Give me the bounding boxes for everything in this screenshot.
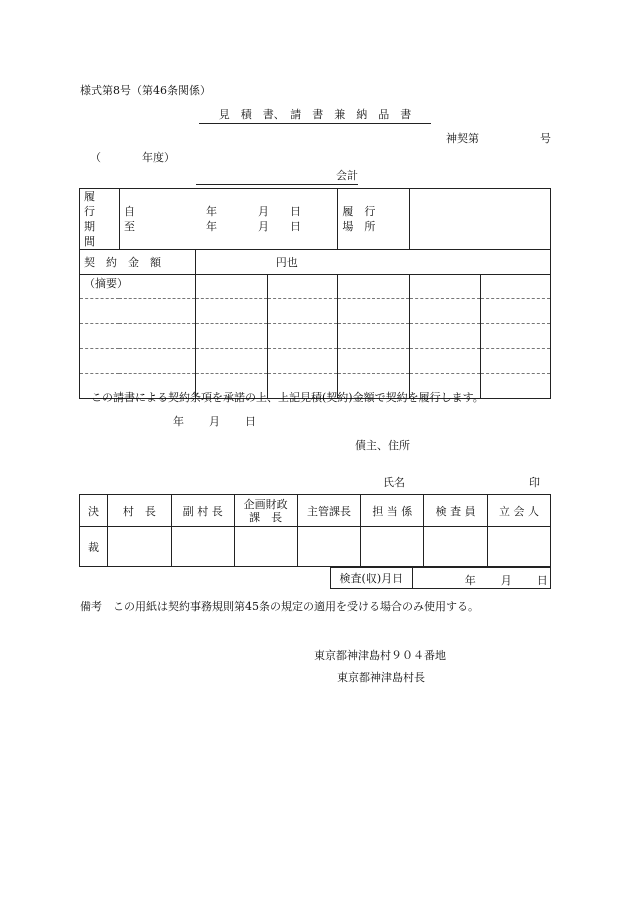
place-value[interactable] <box>410 189 551 250</box>
name-label: 氏名 <box>383 476 405 489</box>
approval-header: 担 当 係 <box>361 495 424 527</box>
period-to-month: 月 <box>257 220 269 233</box>
period-from: 自 <box>123 205 135 218</box>
summary-cell[interactable] <box>481 374 551 399</box>
form-number: 様式第8号（第46条関係） <box>80 84 211 97</box>
summary-cell[interactable] <box>338 324 410 349</box>
account-line <box>196 167 358 185</box>
approval-seal-cell[interactable] <box>488 527 551 567</box>
period-dates <box>119 189 337 250</box>
approval-seal-cell[interactable] <box>361 527 424 567</box>
amount-unit: 円也 <box>275 256 298 269</box>
approval-table <box>79 494 551 567</box>
pledge-date-month: 月 <box>209 415 220 428</box>
contract-number-prefix: 神契第 <box>446 132 479 145</box>
summary-cell[interactable] <box>80 349 196 374</box>
period-to-day: 日 <box>289 220 301 233</box>
summary-cell[interactable] <box>481 275 551 299</box>
summary-cell[interactable] <box>267 324 338 349</box>
approval-seal-cell[interactable] <box>234 527 297 567</box>
summary-cell[interactable] <box>195 299 267 324</box>
pledge-date-year: 年 <box>173 415 184 428</box>
period-from-year: 年 <box>205 205 217 218</box>
name-line <box>383 474 540 490</box>
approval-header-line-2: 課 長 <box>249 510 283 524</box>
summary-cell[interactable] <box>338 299 410 324</box>
summary-cell[interactable] <box>410 324 481 349</box>
approval-seal-cell[interactable] <box>171 527 234 567</box>
inspection-label: 検査(収)月日 <box>331 568 413 589</box>
summary-cell[interactable] <box>195 324 267 349</box>
inspection-month: 月 <box>500 574 512 587</box>
summary-cell[interactable] <box>481 299 551 324</box>
approval-seal-cell[interactable] <box>424 527 488 567</box>
approval-header-line-1: 企画財政 <box>243 497 288 511</box>
summary-cell[interactable] <box>338 349 410 374</box>
summary-cell[interactable] <box>195 349 267 374</box>
approval-header: 村 長 <box>107 495 171 527</box>
seal-mark: 印 <box>529 476 540 489</box>
inspection-table <box>330 567 551 589</box>
account-label: 会計 <box>336 169 358 182</box>
summary-cell[interactable] <box>410 275 481 299</box>
period-to-year: 年 <box>205 220 217 233</box>
remarks-text: 備考 この用紙は契約事務規則第45条の規定の適用を受ける場合のみ使用する。 <box>80 600 479 613</box>
inspection-year: 年 <box>464 574 476 587</box>
summary-cell[interactable] <box>267 275 338 299</box>
summary-cell[interactable] <box>481 324 551 349</box>
issuer-address: 東京都神津島村９０４番地 <box>314 649 446 662</box>
fiscal-year <box>90 149 175 165</box>
summary-cell[interactable] <box>195 275 267 299</box>
document-title: 見 積 書、 請 書 兼 納 品 書 <box>199 106 431 124</box>
pledge-date <box>173 413 256 429</box>
period-label-1: 履 行 <box>84 190 106 218</box>
summary-cell[interactable] <box>80 299 196 324</box>
approval-header <box>234 495 297 527</box>
place-label-1: 履 行 <box>342 205 376 218</box>
approval-header: 検 査 員 <box>424 495 488 527</box>
approval-header: 副 村 長 <box>171 495 234 527</box>
pledge-text: この請書による契約条項を承諾の上、上記見積(契約)金額で契約を履行します。 <box>91 391 484 404</box>
period-label <box>80 189 120 250</box>
creditor-address-label: 債主、住所 <box>355 439 410 452</box>
pledge-date-day: 日 <box>245 415 256 428</box>
amount-value[interactable] <box>195 250 550 275</box>
issuer-title: 東京都神津島村長 <box>337 671 425 684</box>
place-label <box>338 189 410 250</box>
fiscal-year-label: 年度） <box>142 151 175 164</box>
period-from-month: 月 <box>257 205 269 218</box>
summary-cell[interactable] <box>267 299 338 324</box>
contract-table <box>79 188 551 399</box>
approval-label-1: 決 <box>80 495 108 527</box>
summary-cell[interactable] <box>410 349 481 374</box>
inspection-date[interactable] <box>412 568 550 589</box>
summary-cell[interactable] <box>267 349 338 374</box>
approval-header: 主管課長 <box>297 495 361 527</box>
amount-label: 契 約 金 額 <box>80 250 196 275</box>
summary-label-cell: （摘要） <box>80 275 196 299</box>
inspection-day: 日 <box>536 574 548 587</box>
approval-label-2: 裁 <box>80 527 108 567</box>
summary-cell[interactable] <box>80 324 196 349</box>
place-label-2: 場 所 <box>342 220 376 233</box>
summary-cell[interactable] <box>338 275 410 299</box>
summary-cell[interactable] <box>481 349 551 374</box>
approval-header: 立 会 人 <box>488 495 551 527</box>
approval-seal-cell[interactable] <box>297 527 361 567</box>
approval-seal-cell[interactable] <box>107 527 171 567</box>
period-label-2: 期 間 <box>84 220 106 248</box>
period-from-day: 日 <box>289 205 301 218</box>
fiscal-year-open: （ <box>90 151 101 164</box>
period-to: 至 <box>123 220 135 233</box>
contract-number-suffix: 号 <box>540 132 551 145</box>
contract-number <box>446 130 551 146</box>
summary-cell[interactable] <box>410 299 481 324</box>
